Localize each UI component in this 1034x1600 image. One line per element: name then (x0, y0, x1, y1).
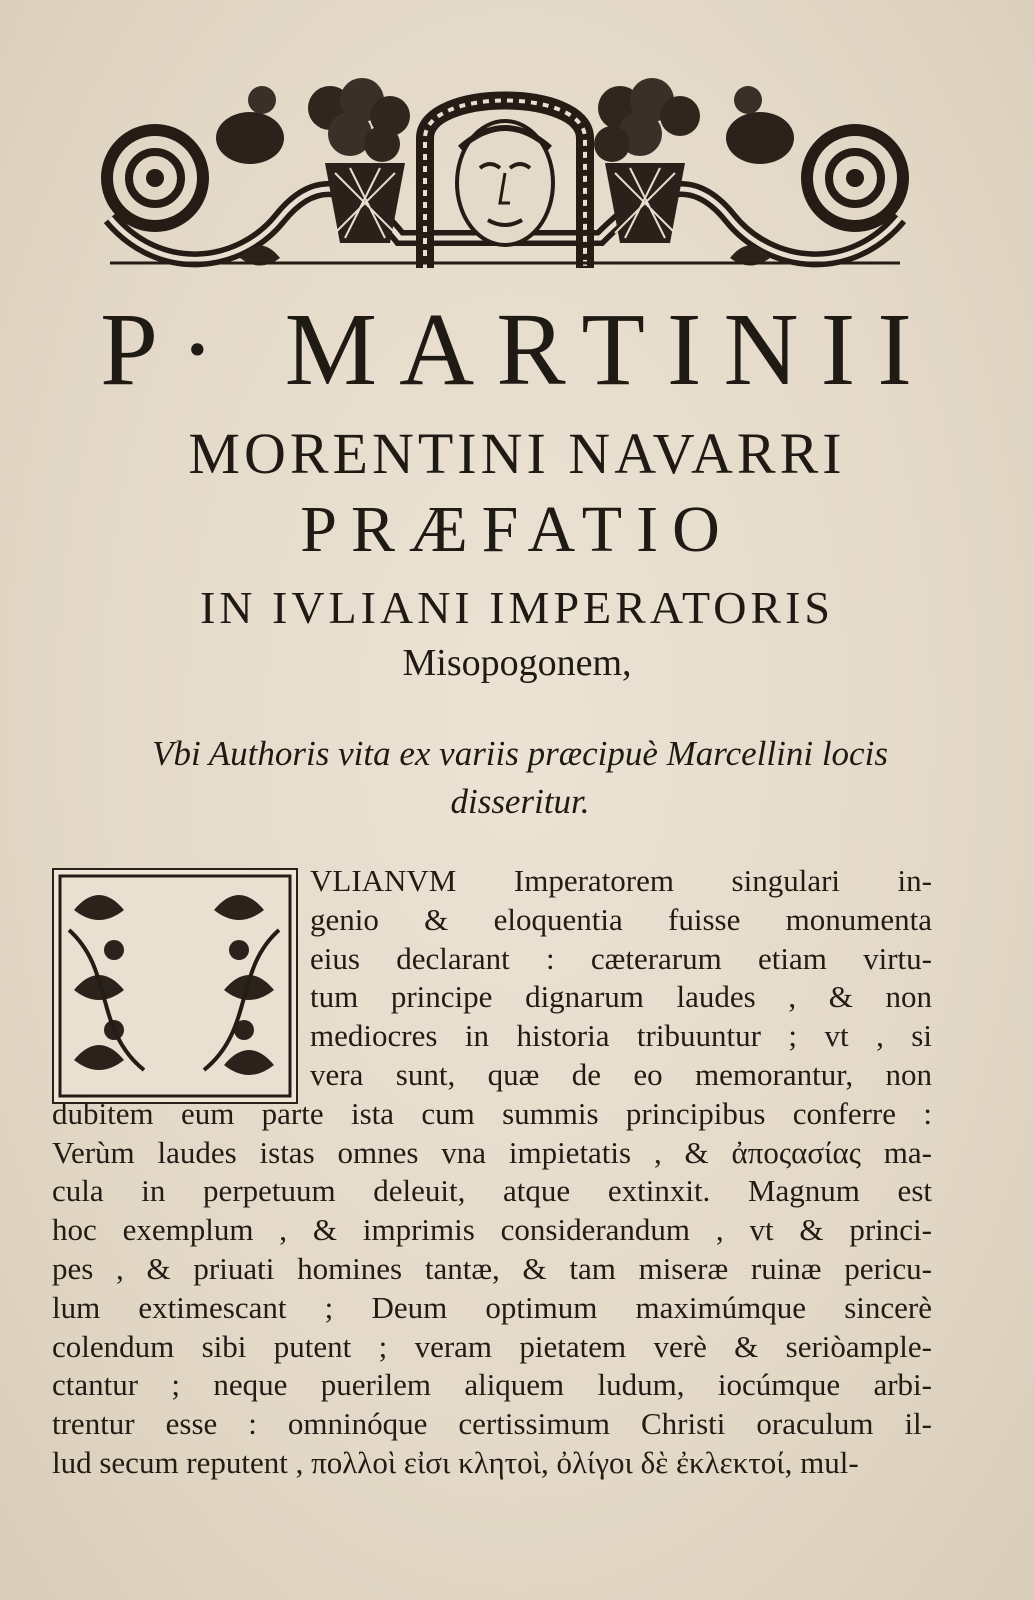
ornamental-headpiece (100, 68, 910, 278)
body-line: ctantur ; neque puerilem aliquem ludum, iocúmque arbi- (52, 1367, 932, 1403)
body-line: lud secum reputent , πολλοὶ εἰσι κλητοὶ, ὀλίγοι δὲ ἐκλεκτοί, mul- (52, 1444, 859, 1480)
title-line-author-origin: MORENTINI NAVARRI (188, 421, 846, 486)
title-line-misopogon: Misopogonem, (402, 642, 632, 684)
title-line-praefatio: PRÆFATIO (300, 493, 734, 566)
body-line: tum principe dignarum laudes , & non (310, 979, 932, 1015)
body-line: Verùm laudes istas omnes vna impietatis , & ἀποςασίας ma- (52, 1134, 932, 1170)
body-line: lum extimescant ; Deum optimum maximúmque sincerè (52, 1289, 932, 1325)
body-line: eius declarant : cæterarum etiam virtu- (310, 940, 932, 976)
body-line: VLIANVM Imperatorem singulari in- (310, 863, 932, 898)
body-line: hoc exemplum , & imprimis considerandum , vt & princi- (52, 1212, 932, 1248)
title-line-author-name: P· MARTINII (100, 292, 934, 407)
body-line: vera sunt, quæ de eo memorantur, non (310, 1056, 932, 1092)
body-line: dubitem eum parte ista cum summis principibus conferre : (52, 1095, 932, 1131)
body-line: cula in perpetuum deleuit, atque extinxit. Magnum est (52, 1173, 932, 1209)
title-line-work: IN IVLIANI IMPERATORIS (199, 582, 835, 633)
body-line: mediocres in historia tribuuntur ; vt , si (310, 1018, 932, 1054)
subtitle-line-1: Vbi Authoris vita ex variis præcipuè Marcellini locis (152, 734, 888, 773)
body-line: pes , & priuati homines tantæ, & tam miseræ ruinæ pericu- (52, 1250, 932, 1286)
body-line: trentur esse : omninóque certissimum Christi oraculum il- (52, 1406, 932, 1442)
body-line: genio & eloquentia fuisse monumenta (310, 901, 932, 937)
body-line: colendum sibi putent ; veram pietatem verè & seriòample- (52, 1328, 932, 1364)
body-paragraph (52, 862, 932, 1483)
italic-subtitle (40, 730, 1000, 826)
subtitle-line-2: disseritur. (450, 782, 590, 821)
headpiece-woodcut-image (100, 68, 910, 278)
